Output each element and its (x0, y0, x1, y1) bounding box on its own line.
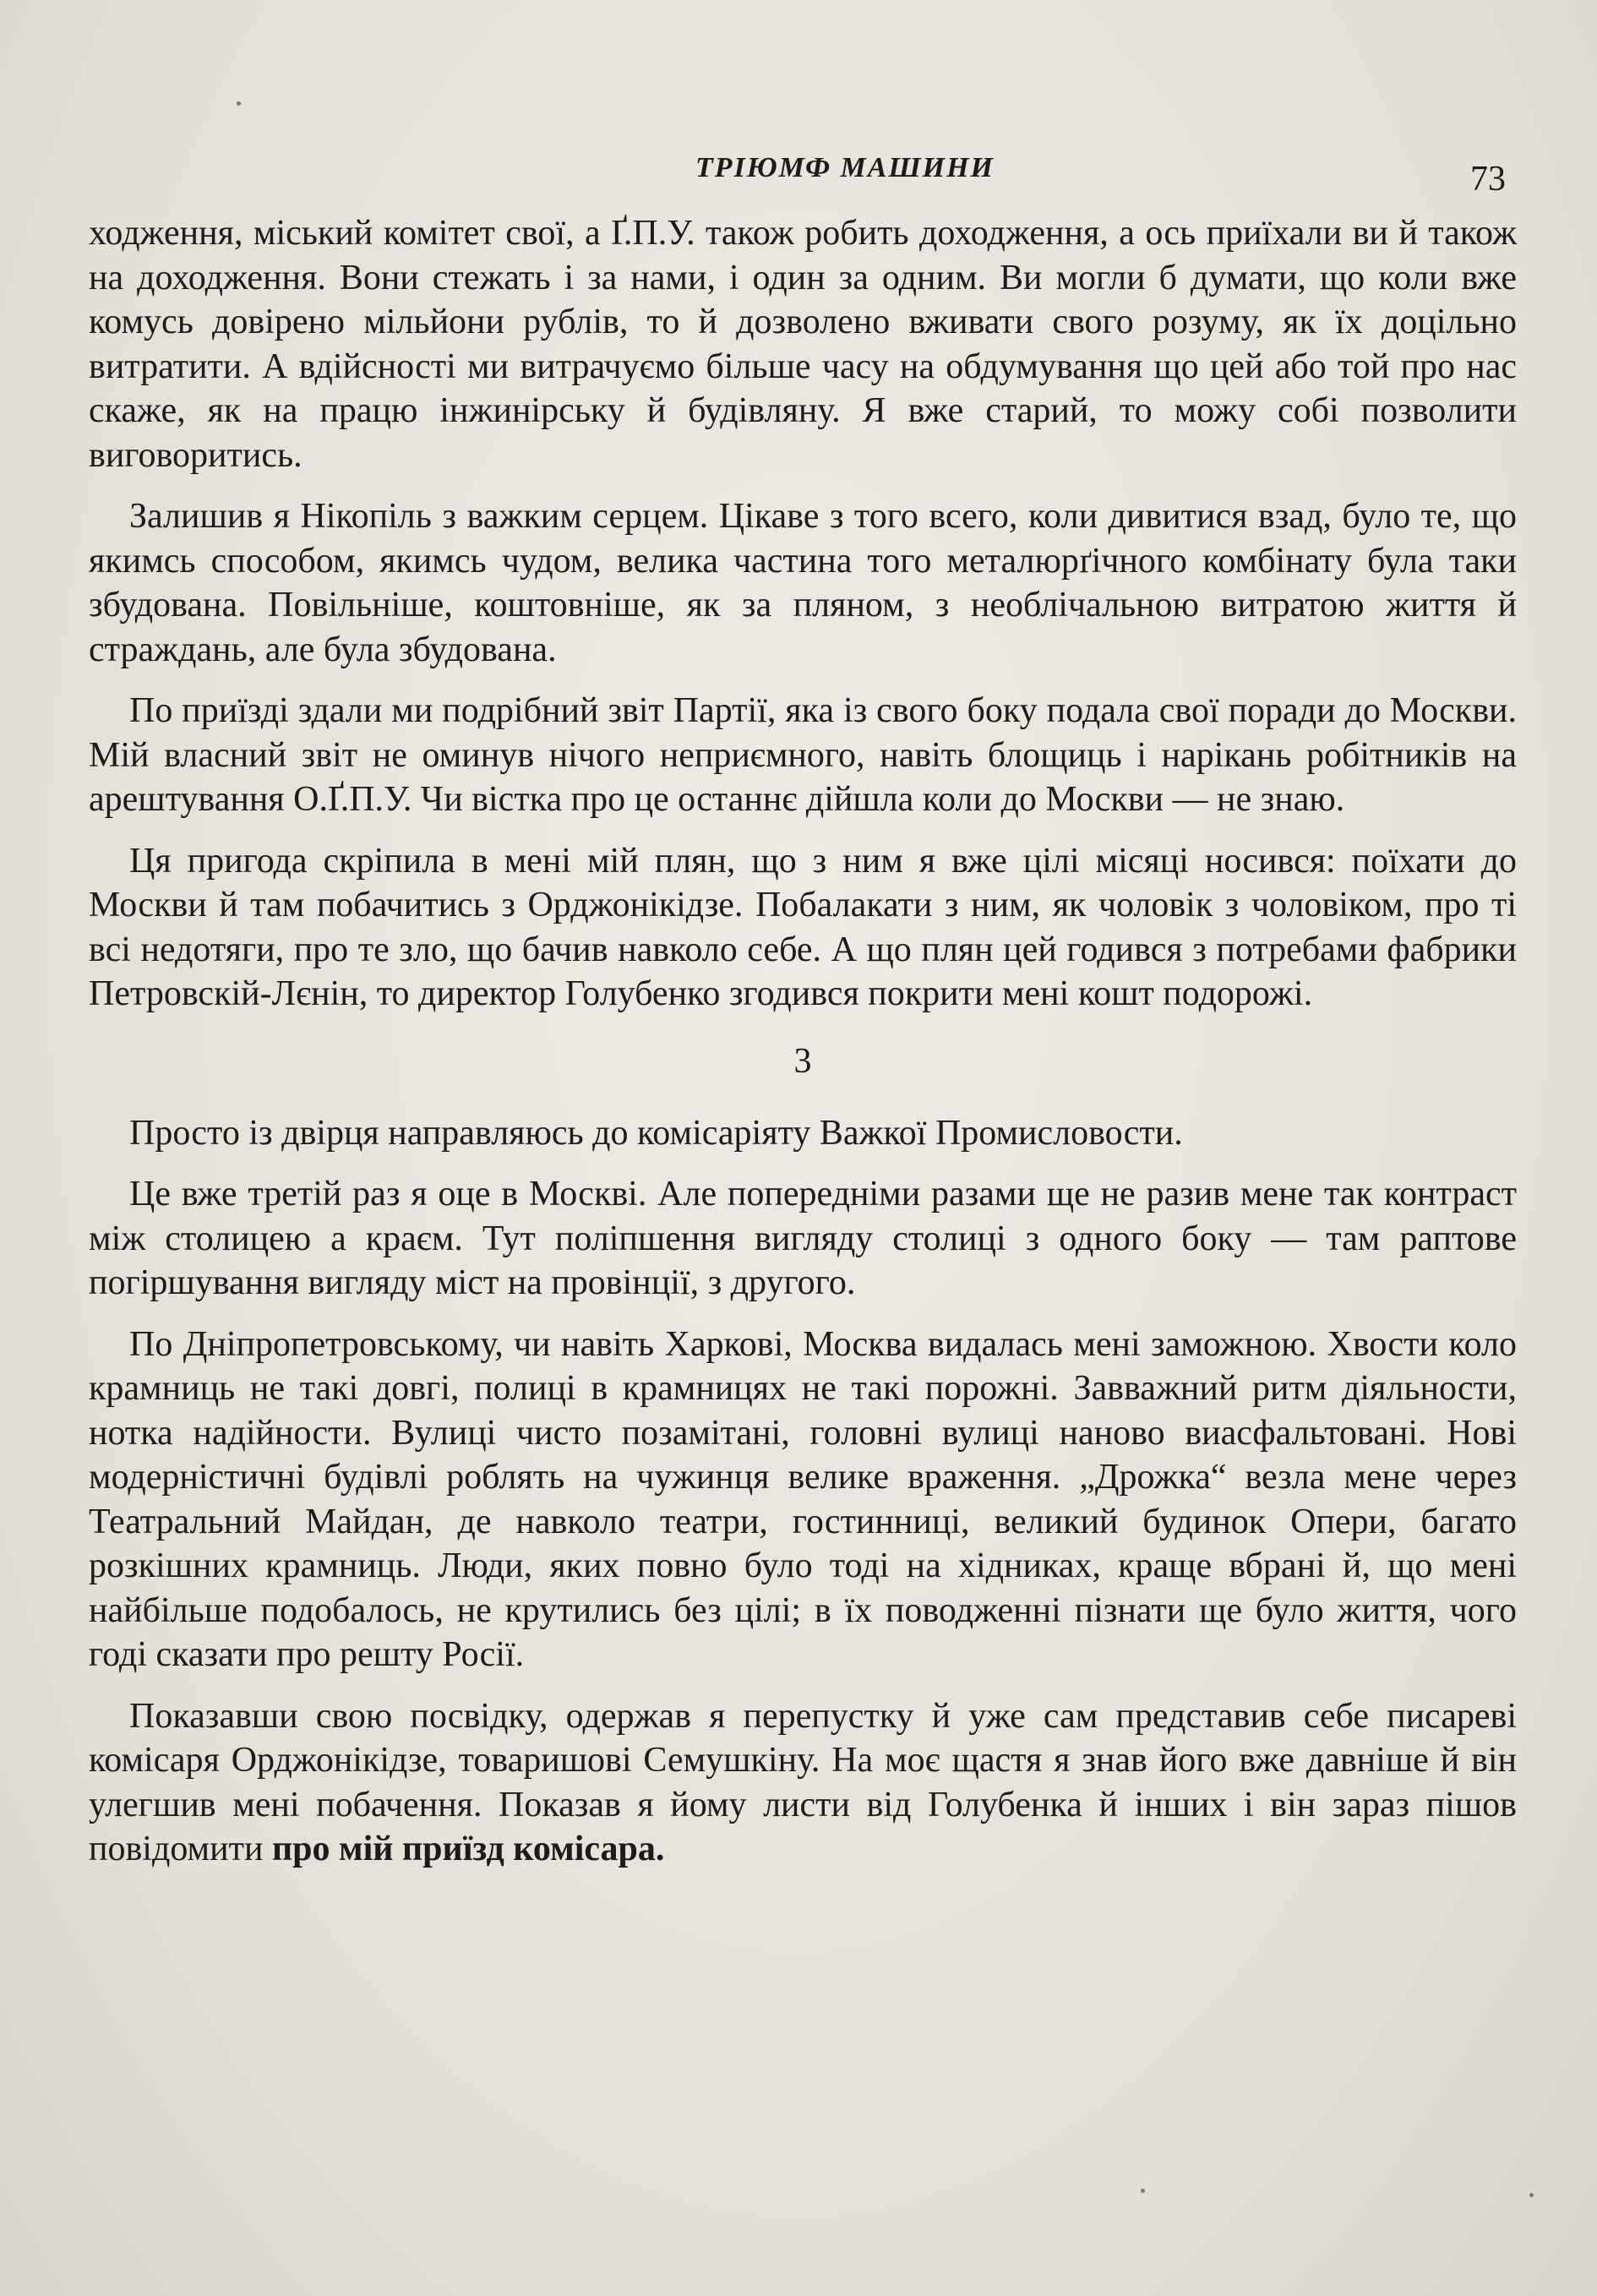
paragraph-6: Це вже третій раз я оце в Москві. Але попередніми разами ще не разив мене так контраст між столицею а краєм. Тут поліпшення вигляду столиці з одного боку — там раптове погіршування вигляду міст на провінції, з другого. (89, 1175, 1517, 1302)
paragraph-8-tail: про мій приїзд комісара. (271, 1830, 665, 1868)
running-title: ТРІЮМФ МАШИНИ (695, 152, 995, 183)
paragraph-1: ходження, міський комітет свої, а Ґ.П.У. також робить доходження, а ось приїхали ви й також на доходження. Вони стежать і за нами, і один за одним. Ви могли б думати, що коли вже комусь довірено мільйони рублів, то й дозволено вживати свого розуму, як їх доцільно витратити. А вдійсності ми витрачуємо більше часу на обдумування що цей або той про нас скаже, як на працю інжинірську й будівляну. Я вже старий, то можу собі позволити виговоритись. (89, 214, 1517, 475)
paper-speck (237, 101, 241, 106)
paragraph-8-main: Показавши свою посвідку, одержав я перепустку й уже сам представив себе писареві комісаря Орджонікідзе, товаришові Семушкіну. На моє щастя я знав його вже давніше й він улегшив мені побачення. Показав я йому листи від Голубенка й інших і він зараз пішов повідомити (89, 1696, 1517, 1868)
paragraph-2: Залишив я Нікопіль з важким серцем. Цікаве з того всего, коли дивитися взад, було те, що якимсь способом, якимсь чудом, велика частина того металюрґічного комбінату була таки збудована. Повільніше, коштовніше, як за пляном, з необлічальною витратою життя й страждань, але була збудована. (89, 497, 1517, 669)
page-number: 73 (1470, 160, 1506, 199)
paper-speck (1141, 2189, 1145, 2193)
page-header (84, 149, 1538, 199)
paragraph-7: По Дніпропетровському, чи навіть Харкові, Москва видалась мені заможною. Хвости коло крамниць не такі довгі, полиці в крамницях не такі порожні. Завважний ритм діяльности, нотка надійности. Вулиці чисто позамітані, головні вулиці наново виасфальтовані. Нові модерністичні будівлі роблять на чужинця велике враження. „Дрожка“ везла мене через Театральний Майдан, де навколо театри, гостинниці, великий будинок Опери, багато розкішних крамниць. Люди, яких повно було тоді на хідниках, краще вбрані й, що мені найбільше подобалось, не крутились без цілі; в їх поводженні пізнати ще було життя, чого годі сказати про решту Росії. (89, 1324, 1517, 1674)
section-number: 3 (793, 1041, 812, 1081)
paragraph-8 (89, 1694, 1517, 1872)
paragraph-3: По приїзді здали ми подрібний звіт Партії, яка із свого боку подала свої поради до Москви. Мій власний звіт не оминув нічого неприємного, навіть блощиць і нарікань робітників на арештування О.Ґ.П.У. Чи вістка про це останнє дійшла коли до Москви — не знаю. (89, 691, 1517, 819)
body-text (89, 211, 1517, 1889)
paper-speck (1529, 2193, 1534, 2197)
paragraph-4: Ця пригода скріпила в мені мій плян, що з ним я вже цілі місяці носився: поїхати до Москви й там побачитись з Орджонікідзе. Побалакати з ним, як чоловік з чоловіком, про ті всі недотяги, про те зло, що бачив навколо себе. А що плян цей годився з потребами фабрики Петровскій-Лєнін, то директор Голубенко згодився покрити мені кошт подорожі. (89, 841, 1517, 1013)
paragraph-5: Просто із двірця направляюсь до комісаріяту Важкої Промисловости. (129, 1113, 1183, 1153)
